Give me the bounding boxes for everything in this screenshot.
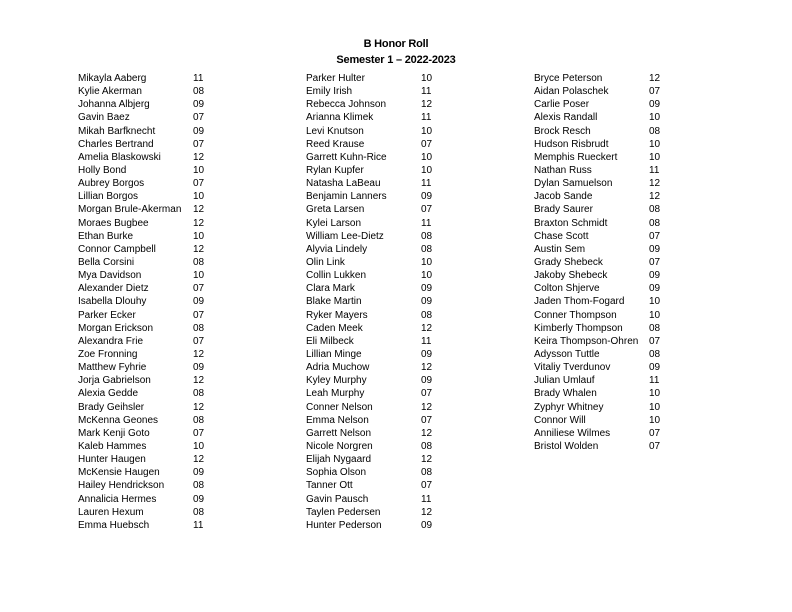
student-name: Bristol Wolden xyxy=(534,440,599,452)
student-grade: 09 xyxy=(193,467,205,479)
student-name: Emma Huebsch xyxy=(78,519,150,531)
student-name: Johanna Albjerg xyxy=(78,99,150,111)
student-name: Gavin Pausch xyxy=(306,493,369,505)
student-grade: 08 xyxy=(193,322,205,334)
student-grade: 07 xyxy=(193,283,205,295)
student-name: Memphis Rueckert xyxy=(534,151,618,163)
student-grade: 10 xyxy=(649,112,661,124)
student-grade: 11 xyxy=(193,73,204,84)
student-grade: 10 xyxy=(649,309,661,321)
student-name: Greta Larsen xyxy=(306,204,365,216)
student-name: Mikayla Aaberg xyxy=(78,73,147,84)
student-grade: 07 xyxy=(421,138,433,150)
student-name: Benjamin Lanners xyxy=(306,191,387,203)
student-name: William Lee-Dietz xyxy=(306,230,384,242)
student-grade: 10 xyxy=(421,164,433,176)
student-grade: 11 xyxy=(421,493,432,505)
student-name: Anniliese Wilmes xyxy=(534,427,611,439)
student-grade: 08 xyxy=(649,348,661,360)
student-grade: 09 xyxy=(649,270,661,282)
student-grade: 11 xyxy=(421,335,432,347)
student-name: Aidan Polaschek xyxy=(534,86,609,98)
student-name: Sophia Olson xyxy=(306,467,367,479)
student-grade: 12 xyxy=(193,401,205,413)
student-name: Vitaliy Tverdunov xyxy=(534,362,611,374)
student-grade: 08 xyxy=(421,243,433,255)
student-name: Jorja Gabrielson xyxy=(78,375,151,387)
student-grade: 09 xyxy=(649,99,661,111)
student-name: Rylan Kupfer xyxy=(306,164,364,176)
student-grade: 07 xyxy=(421,480,433,492)
student-grade: 12 xyxy=(421,322,433,334)
student-grade: 07 xyxy=(193,335,205,347)
student-grade: 09 xyxy=(421,296,433,308)
student-name: Moraes Bugbee xyxy=(78,217,149,229)
student-name: Garrett Nelson xyxy=(306,427,372,439)
student-name: Reed Krause xyxy=(306,138,365,150)
student-name: Tanner Ott xyxy=(306,480,353,492)
student-name: McKensie Haugen xyxy=(78,467,160,479)
student-name: Mya Davidson xyxy=(78,270,142,282)
student-name: Caden Meek xyxy=(306,322,363,334)
student-grade: 07 xyxy=(649,440,661,452)
student-grade: 12 xyxy=(421,506,433,518)
student-name: Collin Lukken xyxy=(306,270,367,282)
student-grade: 12 xyxy=(193,217,205,229)
student-grade: 07 xyxy=(649,427,661,439)
student-name: Natasha LaBeau xyxy=(306,178,381,190)
student-name: Hailey Hendrickson xyxy=(78,480,165,492)
student-name: Bella Corsini xyxy=(78,256,135,268)
student-name: Olin Link xyxy=(306,256,345,268)
student-name: McKenna Geones xyxy=(78,414,159,426)
student-name: Bryce Peterson xyxy=(534,73,603,84)
student-name: Conner Thompson xyxy=(534,309,617,321)
student-grade: 09 xyxy=(193,296,205,308)
student-name: Lauren Hexum xyxy=(78,506,144,518)
student-name: Keira Thompson-Ohren xyxy=(534,335,639,347)
student-name: Matthew Fyhrie xyxy=(78,362,147,374)
student-name: Chase Scott xyxy=(534,230,589,242)
student-name: Levi Knutson xyxy=(306,125,364,137)
student-grade: 12 xyxy=(193,454,205,466)
student-grade: 11 xyxy=(649,164,660,176)
student-grade: 10 xyxy=(649,414,661,426)
student-grade: 07 xyxy=(649,230,661,242)
student-name: Hunter Pederson xyxy=(306,519,382,531)
student-grade: 12 xyxy=(193,151,205,163)
student-grade: 09 xyxy=(421,191,433,203)
student-grade: 09 xyxy=(421,283,433,295)
student-name: Brady Saurer xyxy=(534,204,593,216)
student-name: Kyley Murphy xyxy=(306,375,367,387)
student-name: Alexia Gedde xyxy=(78,388,139,400)
student-grade: 07 xyxy=(649,335,661,347)
student-name: Connor Will xyxy=(534,414,586,426)
student-grade: 08 xyxy=(193,480,205,492)
student-grade: 11 xyxy=(649,375,660,387)
student-name: Nathan Russ xyxy=(534,164,592,176)
student-name: Mikah Barfknecht xyxy=(78,125,156,137)
student-grade: 07 xyxy=(421,388,433,400)
student-name: Colton Shjerve xyxy=(534,283,600,295)
student-name: Parker Hulter xyxy=(306,73,365,84)
student-name: Annalicia Hermes xyxy=(78,493,157,505)
student-grade: 08 xyxy=(649,204,661,216)
student-name: Hunter Haugen xyxy=(78,454,146,466)
student-grade: 08 xyxy=(649,322,661,334)
student-grade: 08 xyxy=(193,388,205,400)
student-grade: 12 xyxy=(421,99,433,111)
student-grade: 12 xyxy=(193,348,205,360)
student-name: Elijah Nygaard xyxy=(306,454,372,466)
student-grade: 09 xyxy=(193,99,205,111)
student-grade: 12 xyxy=(421,454,433,466)
student-grade: 12 xyxy=(421,427,433,439)
student-name: Taylen Pedersen xyxy=(306,506,381,518)
student-grade: 12 xyxy=(649,178,661,190)
student-grade: 10 xyxy=(421,125,433,137)
student-grade: 10 xyxy=(193,191,205,203)
student-name: Brady Geihsler xyxy=(78,401,145,413)
student-grade: 08 xyxy=(649,217,661,229)
student-name: Jacob Sande xyxy=(534,191,593,203)
student-name: Zyphyr Whitney xyxy=(534,401,604,413)
student-grade: 12 xyxy=(421,362,433,374)
student-name: Arianna Klimek xyxy=(306,112,374,124)
student-name: Charles Bertrand xyxy=(78,138,154,150)
student-name: Jaden Thom-Fogard xyxy=(534,296,625,308)
student-grade: 10 xyxy=(649,138,661,150)
student-name: Blake Martin xyxy=(306,296,362,308)
student-name: Ethan Burke xyxy=(78,230,134,242)
student-name: Morgan Erickson xyxy=(78,322,154,334)
student-grade: 12 xyxy=(649,191,661,203)
student-name: Brady Whalen xyxy=(534,388,597,400)
student-name: Gavin Baez xyxy=(78,112,130,124)
student-grade: 09 xyxy=(649,362,661,374)
student-name: Kylie Akerman xyxy=(78,86,142,98)
page-subtitle: Semester 1 – 2022-2023 xyxy=(336,54,456,66)
student-grade: 10 xyxy=(649,388,661,400)
student-grade: 09 xyxy=(421,375,433,387)
student-grade: 09 xyxy=(193,125,205,137)
student-name: Rebecca Johnson xyxy=(306,99,387,111)
student-name: Isabella Dlouhy xyxy=(78,296,147,308)
student-grade: 11 xyxy=(421,217,432,229)
student-grade: 12 xyxy=(421,401,433,413)
student-name: Adysson Tuttle xyxy=(534,348,600,360)
student-grade: 09 xyxy=(193,493,205,505)
student-name: Alexis Randall xyxy=(534,112,598,124)
student-name: Conner Nelson xyxy=(306,401,373,413)
student-grade: 07 xyxy=(193,112,205,124)
student-name: Aubrey Borgos xyxy=(78,178,145,190)
student-grade: 07 xyxy=(649,86,661,98)
student-grade: 08 xyxy=(193,506,205,518)
student-grade: 09 xyxy=(421,519,433,531)
student-grade: 09 xyxy=(649,283,661,295)
student-grade: 07 xyxy=(193,138,205,150)
student-name: Julian Umlauf xyxy=(534,375,595,387)
student-grade: 07 xyxy=(649,256,661,268)
student-grade: 09 xyxy=(649,243,661,255)
student-name: Lillian Minge xyxy=(306,348,362,360)
student-name: Kimberly Thompson xyxy=(534,322,623,334)
student-grade: 10 xyxy=(421,256,433,268)
student-grade: 10 xyxy=(193,270,205,282)
student-name: Brock Resch xyxy=(534,125,591,137)
student-name: Clara Mark xyxy=(306,283,355,295)
student-grade: 11 xyxy=(421,178,432,190)
student-name: Adria Muchow xyxy=(306,362,370,374)
student-grade: 12 xyxy=(649,73,661,84)
student-name: Garrett Kuhn-Rice xyxy=(306,151,387,163)
student-name: Dylan Samuelson xyxy=(534,178,613,190)
student-grade: 11 xyxy=(193,519,204,531)
student-name: Ryker Mayers xyxy=(306,309,368,321)
student-grade: 10 xyxy=(421,270,433,282)
student-grade: 12 xyxy=(193,243,205,255)
page-title: B Honor Roll xyxy=(363,38,429,50)
student-grade: 10 xyxy=(649,401,661,413)
student-name: Morgan Brule-Akerman xyxy=(78,204,182,216)
student-name: Emily Irish xyxy=(306,86,353,98)
student-grade: 08 xyxy=(649,125,661,137)
student-grade: 10 xyxy=(421,151,433,163)
student-grade: 12 xyxy=(193,204,205,216)
student-name: Mark Kenji Goto xyxy=(78,427,150,439)
student-name: Alexander Dietz xyxy=(78,283,149,295)
student-name: Eli Milbeck xyxy=(306,335,354,347)
student-name: Jakoby Shebeck xyxy=(534,270,608,282)
student-grade: 10 xyxy=(193,440,205,452)
student-name: Hudson Risbrudt xyxy=(534,138,609,150)
student-grade: 07 xyxy=(421,204,433,216)
student-name: Alyvia Lindely xyxy=(306,243,368,255)
student-name: Austin Sem xyxy=(534,243,586,255)
student-name: Parker Ecker xyxy=(78,309,136,321)
student-name: Grady Shebeck xyxy=(534,256,603,268)
student-grade: 08 xyxy=(421,309,433,321)
student-grade: 10 xyxy=(421,73,433,84)
student-grade: 08 xyxy=(193,414,205,426)
student-name: Connor Campbell xyxy=(78,243,156,255)
student-grade: 07 xyxy=(193,309,205,321)
student-grade: 07 xyxy=(193,178,205,190)
student-name: Holly Bond xyxy=(78,164,127,176)
student-name: Carlie Poser xyxy=(534,99,590,111)
student-grade: 10 xyxy=(649,151,661,163)
student-name: Zoe Fronning xyxy=(78,348,138,360)
student-name: Amelia Blaskowski xyxy=(78,151,161,163)
student-name: Lillian Borgos xyxy=(78,191,139,203)
student-name: Braxton Schmidt xyxy=(534,217,608,229)
student-grade: 10 xyxy=(193,164,205,176)
student-name: Alexandra Frie xyxy=(78,335,144,347)
student-name: Leah Murphy xyxy=(306,388,365,400)
student-grade: 08 xyxy=(193,256,205,268)
student-grade: 08 xyxy=(421,440,433,452)
student-name: Nicole Norgren xyxy=(306,440,373,452)
student-grade: 12 xyxy=(193,375,205,387)
student-grade: 11 xyxy=(421,86,432,98)
student-grade: 09 xyxy=(421,348,433,360)
student-grade: 10 xyxy=(193,230,205,242)
student-grade: 07 xyxy=(193,427,205,439)
student-name: Kaleb Hammes xyxy=(78,440,147,452)
student-name: Kylei Larson xyxy=(306,217,362,229)
student-grade: 11 xyxy=(421,112,432,124)
student-grade: 08 xyxy=(421,467,433,479)
student-grade: 09 xyxy=(193,362,205,374)
student-grade: 10 xyxy=(649,296,661,308)
student-grade: 08 xyxy=(421,230,433,242)
student-name: Emma Nelson xyxy=(306,414,369,426)
student-grade: 08 xyxy=(193,86,205,98)
student-grade: 07 xyxy=(421,414,433,426)
